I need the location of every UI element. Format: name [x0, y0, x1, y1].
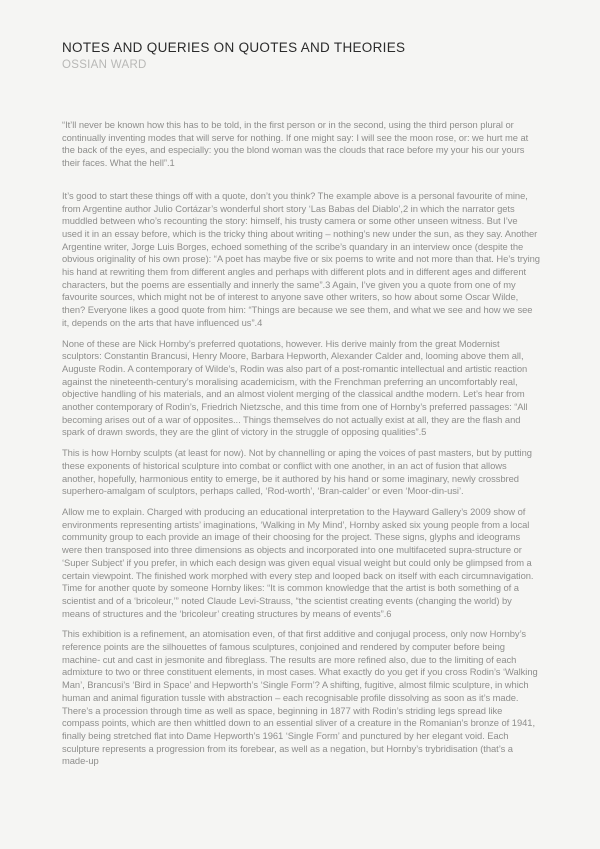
page-title: NOTES AND QUERIES ON QUOTES AND THEORIES	[62, 40, 406, 55]
body-paragraph: It’s good to start these things off with a quote, don’t you think? The example above is a personal favourite of mine, from Argentine author Julio Cortázar’s wonderful short story ‘Las Babas del Diablo’,2 in which the narrator gets muddled between who’s recounting the story: himself, his trusty camera or some other unseen witness. But I’ve used it in an essay before, which is the tricky thing about writing – nothing’s new under the sun, as they say. Another Argentine writer, Jorge Luis Borges, echoed something of the scribe’s quandary in an interview once (despite the obvious originality of his own prose): “A poet has maybe five or six poems to write and not more than that. He’s trying his hand at rewriting them from different angles and perhaps with different plots and in different ages and different characters, but the poems are essentially and innerly the same”.3 Again, I’ve given you a quote from one of my favourite sources, which might not be of interest to anyone save other writers, so how about some Oscar Wilde, then? Everyone likes a good quote from him: “Things are because we see them, and what we see and how we see it, depends on the arts that have influenced us”.4	[62, 189, 540, 328]
body-paragraph: This is how Hornby sculpts (at least for now). Not by channelling or aping the voices of past masters, but by putting these exponents of historical sculpture into combat or conflict with one another, in an act of fusion that allows another, hopefully, harmonious entity to emerge, be it authored by his hand or some imaginary, newly crossbred superhero-amalgam of sculptors, perhaps called, ‘Rod-worth’, ‘Bran-calder’ or even ‘Moor-din-usi’.	[62, 447, 532, 497]
epigraph-paragraph: “It’ll never be known how this has to be told, in the first person or in the second, using the third person plural or continually inventing modes that will serve for nothing. If one might say: I will see the moon rose, or: we hurt me at the back of the eyes, and especially: you the blond woman was the clouds that race before my your his our yours their faces. What the hell”.1	[62, 119, 529, 169]
body-paragraph: None of these are Nick Hornby’s preferred quotations, however. His derive mainly from the great Modernist sculptors: Constantin Brancusi, Henry Moore, Barbara Hepworth, Alexander Calder and, looming above them all, Auguste Rodin. A contemporary of Wilde’s, Rodin was also part of a post-romantic intellectual and artistic reaction against the nineteenth-century’s moralising academicism, with the Frenchman preferring an uncomfortably real, objective handling of his materials, and an almost violent merging of the classical andthe modern. Let’s hear from another contemporary of Rodin’s, Friedrich Nietzsche, and this time from one of Hornby’s preferred passages: “All becoming arises out of a war of opposites... Things themselves do not actually exist at all, they are the flash and spark of drawn swords, they are the glint of victory in the struggle of opposing qualities”.5	[62, 337, 528, 438]
author-byline: OSSIAN WARD	[62, 59, 147, 71]
body-paragraph: Allow me to explain. Charged with producing an educational interpretation to the Hayward Gallery’s 2009 show of environments representing artists’ imaginations, ‘Walking in My Mind’, Hornby asked six young people from a local community group to each provide an image of their choosing for the project. These signs, glyphs and ideograms were then transposed into three dimensions as objects and incorporated into one multifaceted supra-structure or ‘Super Subject’ if you prefer, in which each design was given equal visual weight but could only be glimpsed from a certain viewpoint. The finished work morphed with every step and looped back on itself with each circumnavigation. Time for another quote by someone Hornby likes: “It is common knowledge that the artist is both something of a scientist and of a ‘bricoleur,’” noted Claude Levi-Strauss, “the scientist creating events (changing the world) by means of structures and the ‘bricoleur’ creating structures by means of events”.6	[62, 505, 534, 619]
body-paragraph: This exhibition is a refinement, an atomisation even, of that first additive and conjugal process, only now Hornby’s reference points are the silhouettes of famous sculptures, conjoined and rendered by computer before being machine- cut and cast in jesmonite and fibreglass. The results are more refined also, due to the limiting of each admixture to two or three constituent elements, in most cases. What exactly do you get if you cross Rodin’s ‘Walking Man’, Brancusi’s ‘Bird in Space’ and Hepworth’s ‘Single Form’? A shifting, fugitive, almost filmic sculpture, in which human and animal figuration tussle with abstraction – each recognisable profile dissolving as soon as it’s made. There’s a procession through time as well as space, beginning in 1877 with Rodin’s striding legs spread like compass points, which are then whittled down to an essential sliver of a creature in the Romanian’s bronze of 1941, finally being stretched flat into Dame Hepworth’s 1961 ‘Single Form’ and punctured by her elegant void. Each sculpture represents a progression from its forebear, as well as a negation, but Hornby’s trybridisation (that’s a made-up	[62, 628, 538, 767]
essay-body	[62, 119, 540, 768]
